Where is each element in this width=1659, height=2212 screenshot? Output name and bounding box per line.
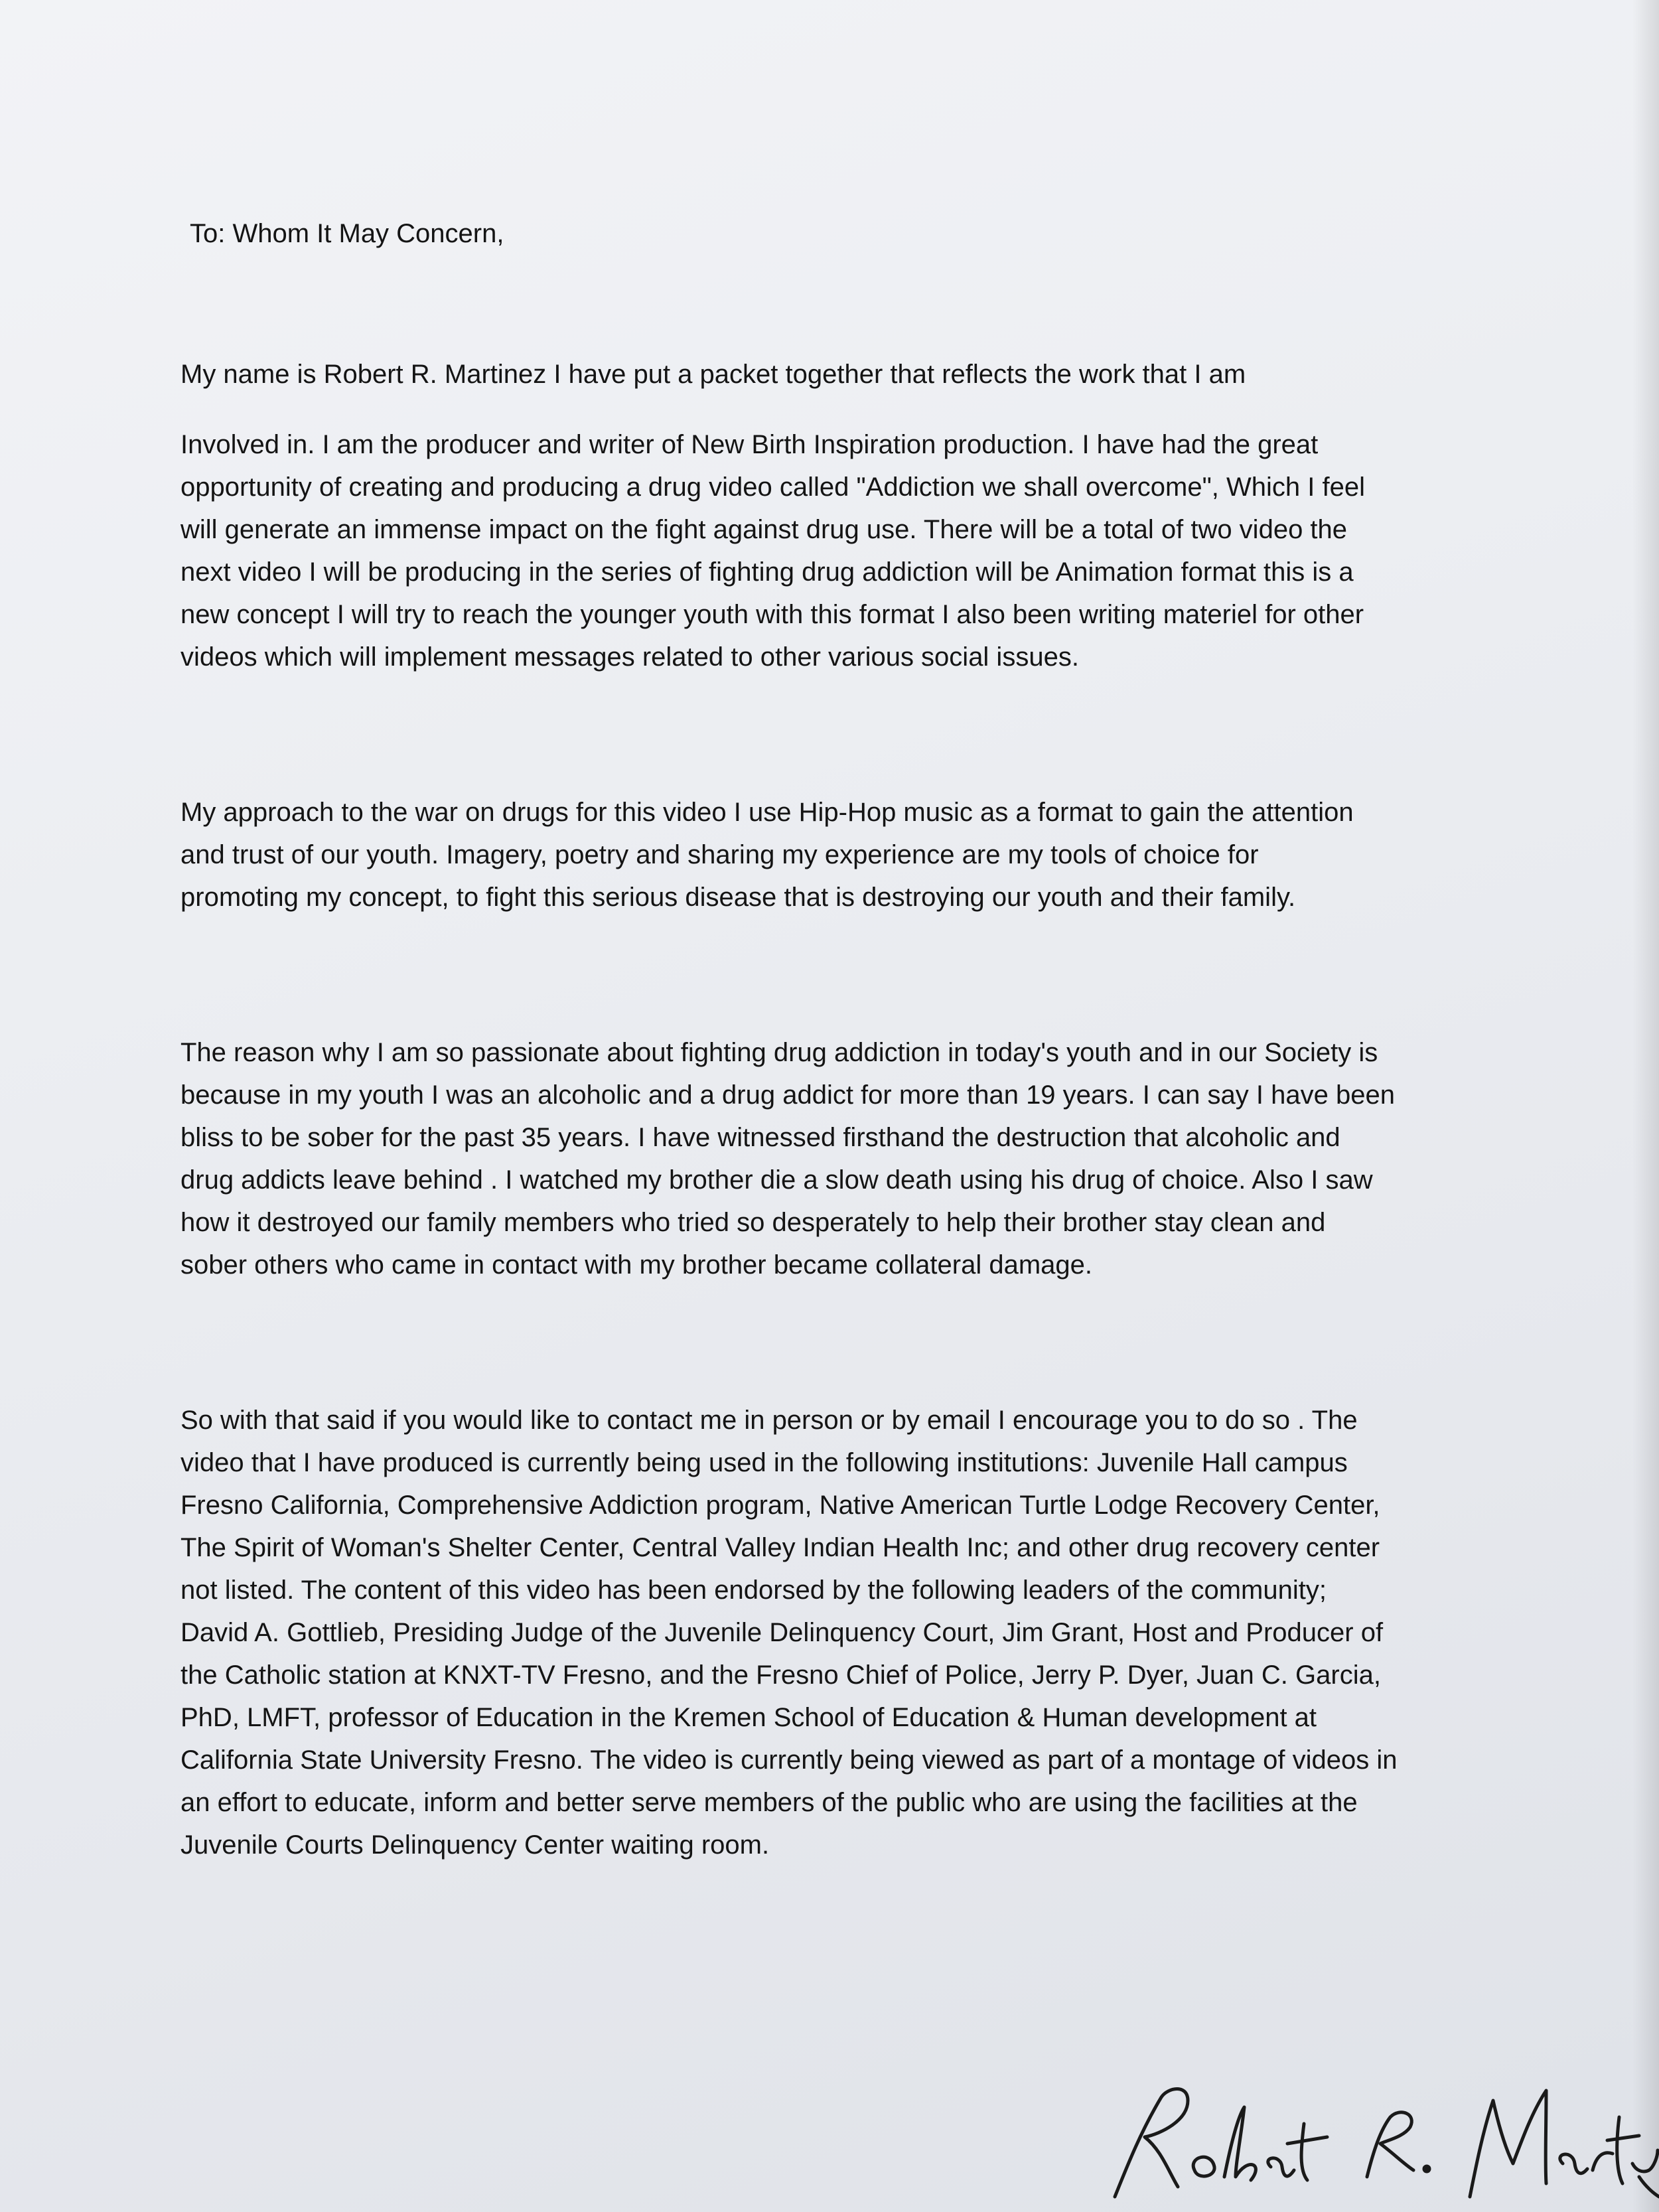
text-line: next video I will be producing in the series of fighting drug addiction will be Animation format this is a xyxy=(180,557,1354,587)
text-line: drug addicts leave behind . I watched my brother die a slow death using his drug of choice. Also I saw xyxy=(180,1165,1373,1195)
text-line: Fresno California, Comprehensive Addiction program, Native American Turtle Lodge Recovery Center, xyxy=(180,1491,1380,1520)
text-line: video that I have produced is currently being used in the following institutions: Juvenile Hall campus xyxy=(180,1448,1348,1477)
text-line: The Spirit of Woman's Shelter Center, Central Valley Indian Health Inc; and other drug recovery center xyxy=(180,1533,1380,1562)
paragraph-reason xyxy=(180,1031,1508,1286)
text-line: David A. Gottlieb, Presiding Judge of the Juvenile Delinquency Court, Jim Grant, Host and Producer of xyxy=(180,1618,1384,1647)
text-line: sober others who came in contact with my brother became collateral damage. xyxy=(180,1250,1093,1280)
text-line: not listed. The content of this video has been endorsed by the following leaders of the community; xyxy=(180,1576,1327,1605)
text-line: promoting my concept, to fight this serious disease that is destroying our youth and their family. xyxy=(180,883,1296,912)
text-line: The reason why I am so passionate about fighting drug addiction in today's youth and in our Society is xyxy=(180,1038,1378,1067)
handwritten-signature xyxy=(1088,2071,1659,2212)
letter-body xyxy=(180,212,1508,1866)
paragraph-intro xyxy=(180,353,1508,678)
text-line: My approach to the war on drugs for this video I use Hip-Hop music as a format to gain the attention xyxy=(180,798,1354,827)
text-line: opportunity of creating and producing a drug video called "Addiction we shall overcome", Which I feel xyxy=(180,473,1365,502)
text-line: an effort to educate, inform and better serve members of the public who are using the facilities at the xyxy=(180,1788,1358,1817)
text-line: bliss to be sober for the past 35 years. I have witnessed firsthand the destruction that alcoholic and xyxy=(180,1123,1340,1152)
paragraph-contact xyxy=(180,1399,1508,1866)
text-line: Juvenile Courts Delinquency Center waiting room. xyxy=(180,1830,770,1860)
text-line: how it destroyed our family members who tried so desperately to help their brother stay clean and xyxy=(180,1208,1326,1237)
text-line: Involved in. I am the producer and writer of New Birth Inspiration production. I have had the great xyxy=(180,430,1319,459)
text-line: So with that said if you would like to contact me in person or by email I encourage you to do so . The xyxy=(180,1406,1358,1435)
text-line: videos which will implement messages related to other various social issues. xyxy=(180,642,1079,672)
text-line: and trust of our youth. Imagery, poetry and sharing my experience are my tools of choice for xyxy=(180,840,1259,869)
paragraph-approach xyxy=(180,791,1508,919)
signature-drawing xyxy=(1088,2071,1659,2212)
text-line: will generate an immense impact on the fight against drug use. There will be a total of two video the xyxy=(180,515,1348,544)
text-line: the Catholic station at KNXT-TV Fresno, and the Fresno Chief of Police, Jerry P. Dyer, Juan C. Garcia, xyxy=(180,1660,1381,1690)
text-line: My name is Robert R. Martinez I have put a packet together that reflects the work that I am xyxy=(180,360,1246,389)
text-line: because in my youth I was an alcoholic and a drug addict for more than 19 years. I can say I have been xyxy=(180,1080,1395,1110)
text-line: new concept I will try to reach the younger youth with this format I also been writing materiel for other xyxy=(180,600,1364,629)
salutation: To: Whom It May Concern, xyxy=(190,219,504,248)
text-line: California State University Fresno. The video is currently being viewed as part of a montage of videos in xyxy=(180,1745,1398,1775)
text-line: PhD, LMFT, professor of Education in the Kremen School of Education & Human development at xyxy=(180,1703,1317,1732)
